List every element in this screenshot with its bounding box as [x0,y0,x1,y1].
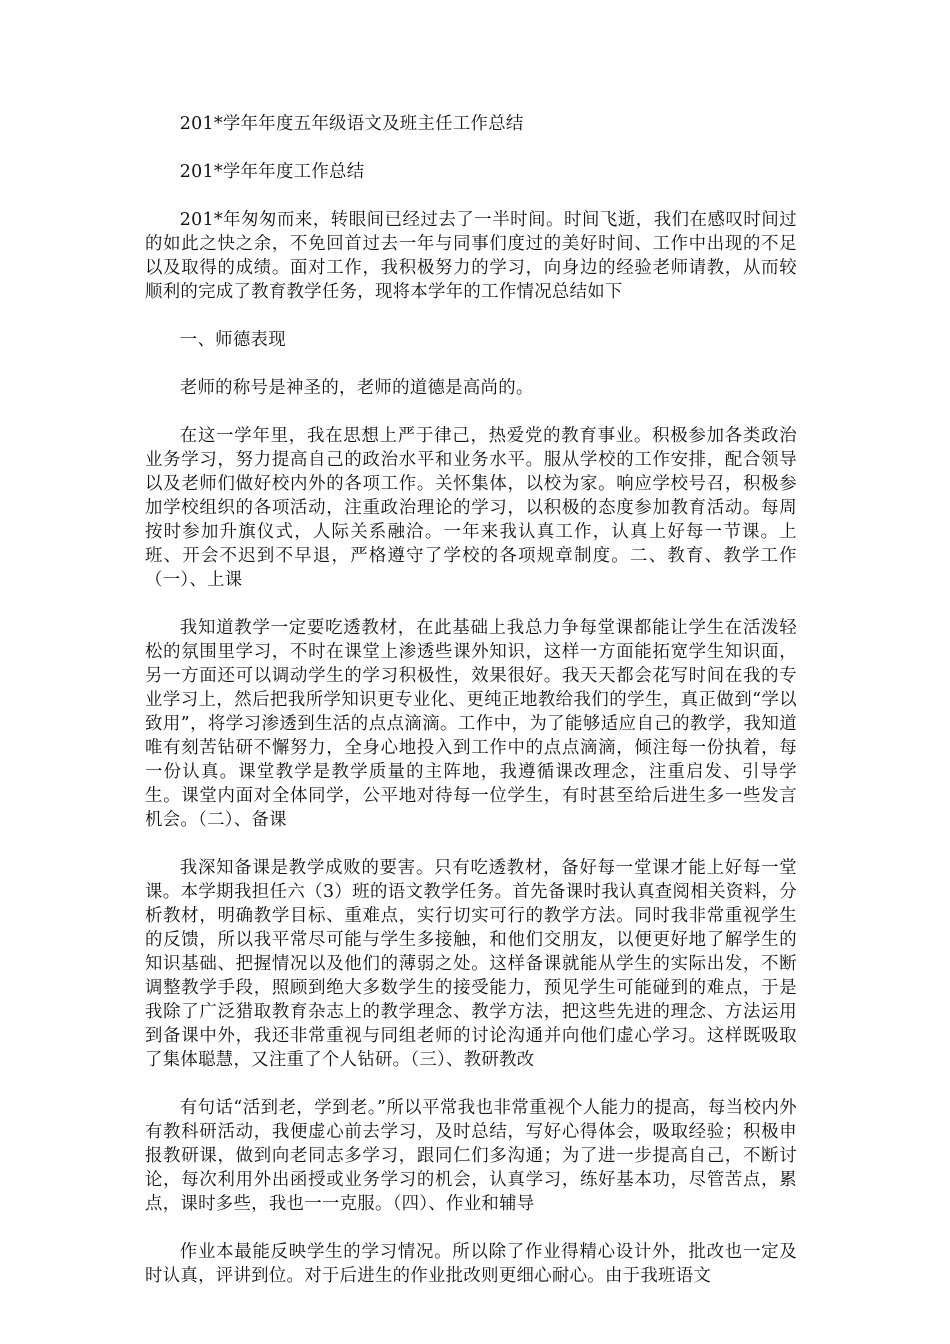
document-title: 201*学年年度五年级语文及班主任工作总结 [179,114,524,134]
ethics-body-paragraph: 在这一学年里，我在思想上严于律己，热爱党的教育事业。积极参加各类政治业务学习，努力提高自己的政治水平和业务水平。服从学校的工作安排，配合领导以及老师们做好校内外的各项工作。关怀集体，以校为家。响应学校号召，积极参加学校组织的各项活动，注重政治理论的学习，以积极的态度参加教育活动。每周按时参加升旗仪式，人际关系融洽。一年来我认真工作，认真上好每一节课。上班、开会不迟到不早退，严格遵守了学校的各项规章制度。二、教育、教学工作（一）、上课 [145,426,797,590]
intro-paragraph: 201*年匆匆而来，转眼间已经过去了一半时间。时间飞逝，我们在感叹时间过的如此之快之余，不免回首过去一年与同事们度过的美好时间、工作中出现的不足以及取得的成绩。面对工作，我积极努力的学习，向身边的经验老师请教，从而较顺利的完成了教育教学任务，现将本学年的工作情况总结如下 [145,210,797,302]
document-subtitle: 201*学年年度工作总结 [179,162,365,182]
research-paragraph: 有句话“活到老，学到老。”所以平常我也非常重视个人能力的提高，每当校内外有教科研活动，我便虚心前去学习，及时总结，写好心得体会，吸取经验；积极申报教研课，做到向老同志多学习，跟同仁们多沟通；为了进一步提高自己，不断讨论，每次利用外出函授或业务学习的机会，认真学习，练好基本功，尽管苦点，累点，课时多些，我也一一克服。（四）、作业和辅导 [145,1098,797,1214]
teaching-paragraph: 我知道教学一定要吃透教材，在此基础上我总力争每堂课都能让学生在活泼轻松的氛围里学习，不时在课堂上渗透些课外知识，这样一方面能拓宽学生知识面，另一方面还可以调动学生的学习积极性，效果很好。我天天都会花写时间在我的专业学习上，然后把我所学知识更专业化、更纯正地教给我们的学生，真正做到“学以致用”，将学习渗透到生活的点点滴滴。工作中，为了能够适应自己的教学，我知道唯有刻苦钻研不懈努力，全身心地投入到工作中的点点滴滴，倾注每一份执着，每一份认真。课堂教学是教学质量的主阵地，我遵循课改理念，注重启发、引导学生。课堂内面对全体同学，公平地对待每一位学生，有时甚至给后进生多一些发言机会。（二）、备课 [145,618,797,830]
section-heading-ethics: 一、师德表现 [179,330,286,350]
lesson-prep-paragraph: 我深知备课是教学成败的要害。只有吃透教材，备好每一堂课才能上好每一堂课。本学期我担任六（3）班的语文教学任务。首先备课时我认真查阅相关资料，分析教材，明确教学目标、重难点，实行切实可行的教学方法。同时我非常重视学生的反馈，所以我平常尽可能与学生多接触，和他们交朋友，以便更好地了解学生的知识基础、把握情况以及他们的薄弱之处。这样备课就能从学生的实际出发，不断调整教学手段，照顾到绝大多数学生的接受能力，预见学生可能碰到的难点，于是我除了广泛猎取教育杂志上的教学理念、教学方法，把这些先进的理念、方法运用到备课中外，我还非常重视与同组老师的讨论沟通并向他们虚心学习。这样既吸取了集体聪慧，又注重了个人钻研。（三）、教研教改 [145,858,797,1070]
ethics-lead-paragraph: 老师的称号是神圣的，老师的道德是高尚的。 [179,378,534,398]
document-page [145,112,797,1312]
homework-paragraph: 作业本最能反映学生的学习情况。所以除了作业得精心设计外，批改也一定及时认真，评讲到位。对于后进生的作业批改则更细心耐心。由于我班语文 [145,1242,797,1286]
